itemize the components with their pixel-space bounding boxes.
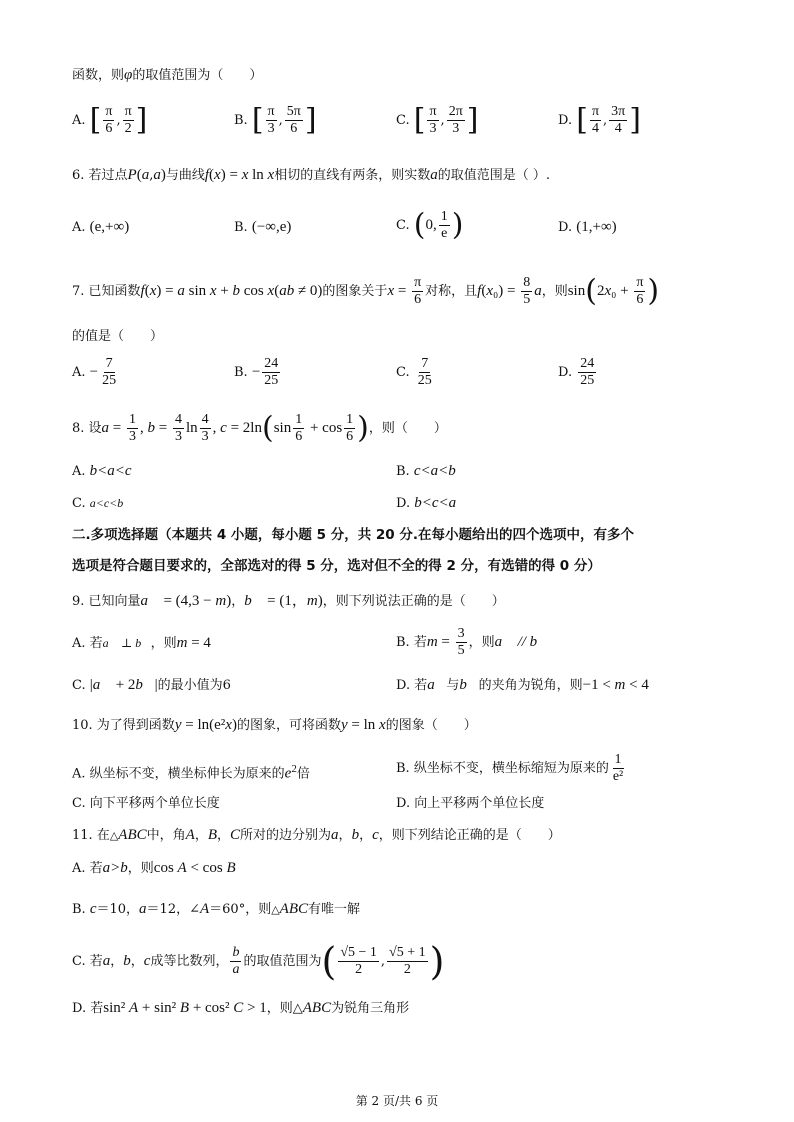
q5-option-b: B. [ $\frac{\pi}{3}$ , $\frac{5\pi}{6}$ ] [234,102,317,138]
question-5-stem-tail: 函数，则φ的取值范围为（ ） [72,67,263,83]
page-footer: 第 2 页/共 6 页 [355,1094,439,1108]
q11-option-b: B. c＝10，a＝12，∠A＝60°，则△ABC有唯一解 [72,901,361,917]
question-6: 6. 若过点P(a,a)与曲线f(x) = x ln x相切的直线有两条，则实数a的取值范围是（ ）. [72,167,550,183]
q9-option-c: C. |a⃗ + 2b⃗|的最小值为6 [72,677,231,693]
q6-option-d: D. (1,+∞) [558,219,617,235]
q7-option-a: A. − $\frac{7}{25}$ [72,356,117,388]
q8-option-d: D. b<c<a [396,495,457,511]
q7-option-d: D. $\frac{24}{25}$ [558,356,595,388]
q7-option-c: C. $\frac{7}{25}$ [396,356,432,388]
q11-option-d: D. 若sin² A + sin² B + cos² C > 1，则△ABC为锐角三角形 [72,1000,410,1016]
q9-option-d: D. 若a⃗与b⃗的夹角为锐角，则−1 < m < 4 [396,677,649,693]
q10-option-c: C. 向下平移两个单位长度 [72,796,220,811]
question-8: 8. 设a = $\frac{1}{3}$ , b = $\frac{4}{3}$ ln $\frac{4}{3}$ , c = 2ln(sin $\frac{1}{6}$ + cos $\frac{1}{6}$ )，则（ ） [72,410,447,446]
question-7: 7. 已知函数f(x) = a sin x + b cos x(ab ≠ 0)的图象关于x = $\frac{\pi}{6}$ 对称，且f(x₀) = $\frac{8}{5}$ a，则sin(2x₀ + $\frac{\pi}{6}$ ) [72,273,660,309]
q5-option-a: A. [ $\frac{\pi}{6}$ , $\frac{\pi}{2}$ ] [72,102,148,138]
q8-option-a: A. b<a<c [72,463,132,479]
q10-option-b: B. 纵坐标不变，横坐标缩短为原来的 $\frac{1}{\text{e²}}$ [396,752,624,784]
q6-option-a: A. (e,+∞) [72,219,130,235]
question-11: 11. 在△ABC中，角A，B，C所对的边分别为a，b，c，则下列结论正确的是（ ） [72,827,561,843]
q11-option-c: C. 若a，b，c成等比数列， $\frac{b}{a}$ 的取值范围为( $\frac{√5 - 1}{2}$ , $\frac{√5 + 1}{2}$ ) [72,939,445,984]
q6-option-c: C. (0, $\frac{1}{e}$ ) [396,207,464,243]
q6-option-b: B. (−∞,e) [234,219,292,235]
question-9: 9. 已知向量a⃗ = (4,3 − m)，b⃗ = (1，m)，则下列说法正确的是（ ） [72,593,505,609]
q11-option-a: A. 若a>b，则cos A < cos B [72,860,236,876]
question-10: 10. 为了得到函数y = ln(e²x)的图象，可将函数y = ln x的图象（ ） [72,717,477,733]
q7-option-b: B. − $\frac{24}{25}$ [234,356,279,388]
q10-option-a: A. 纵坐标不变，横坐标伸长为原来的$e^2$倍 [72,763,310,782]
q8-option-c: C. a<c<b [72,496,124,511]
q5-option-c: C. [ $\frac{\pi}{3}$ , $\frac{2\pi}{3}$ ] [396,102,479,138]
q10-option-d: D. 向上平移两个单位长度 [396,796,545,811]
section-heading-line-2: 选项是符合题目要求的，全部选对的得 5 分，选对但不全的得 2 分，有选错的得 0 分） [72,558,601,574]
q9-option-b: B. 若m = $\frac{3}{5}$ ，则a⃗ // b⃗ [396,626,549,658]
q9-option-a: A. 若a⃗ ⊥ b⃗，则m = 4 [72,635,211,651]
section-heading-line-1: 二.多项选择题（本题共 4 小题，每小题 5 分，共 20 分.在每小题给出的四个选项中，有多个 [72,527,635,543]
q8-option-b: B. c<a<b [396,463,456,479]
q5-option-d: D. [ $\frac{\pi}{4}$ , $\frac{3\pi}{4}$ ] [558,102,641,138]
question-7-tail: 的值是（ ） [72,329,164,344]
